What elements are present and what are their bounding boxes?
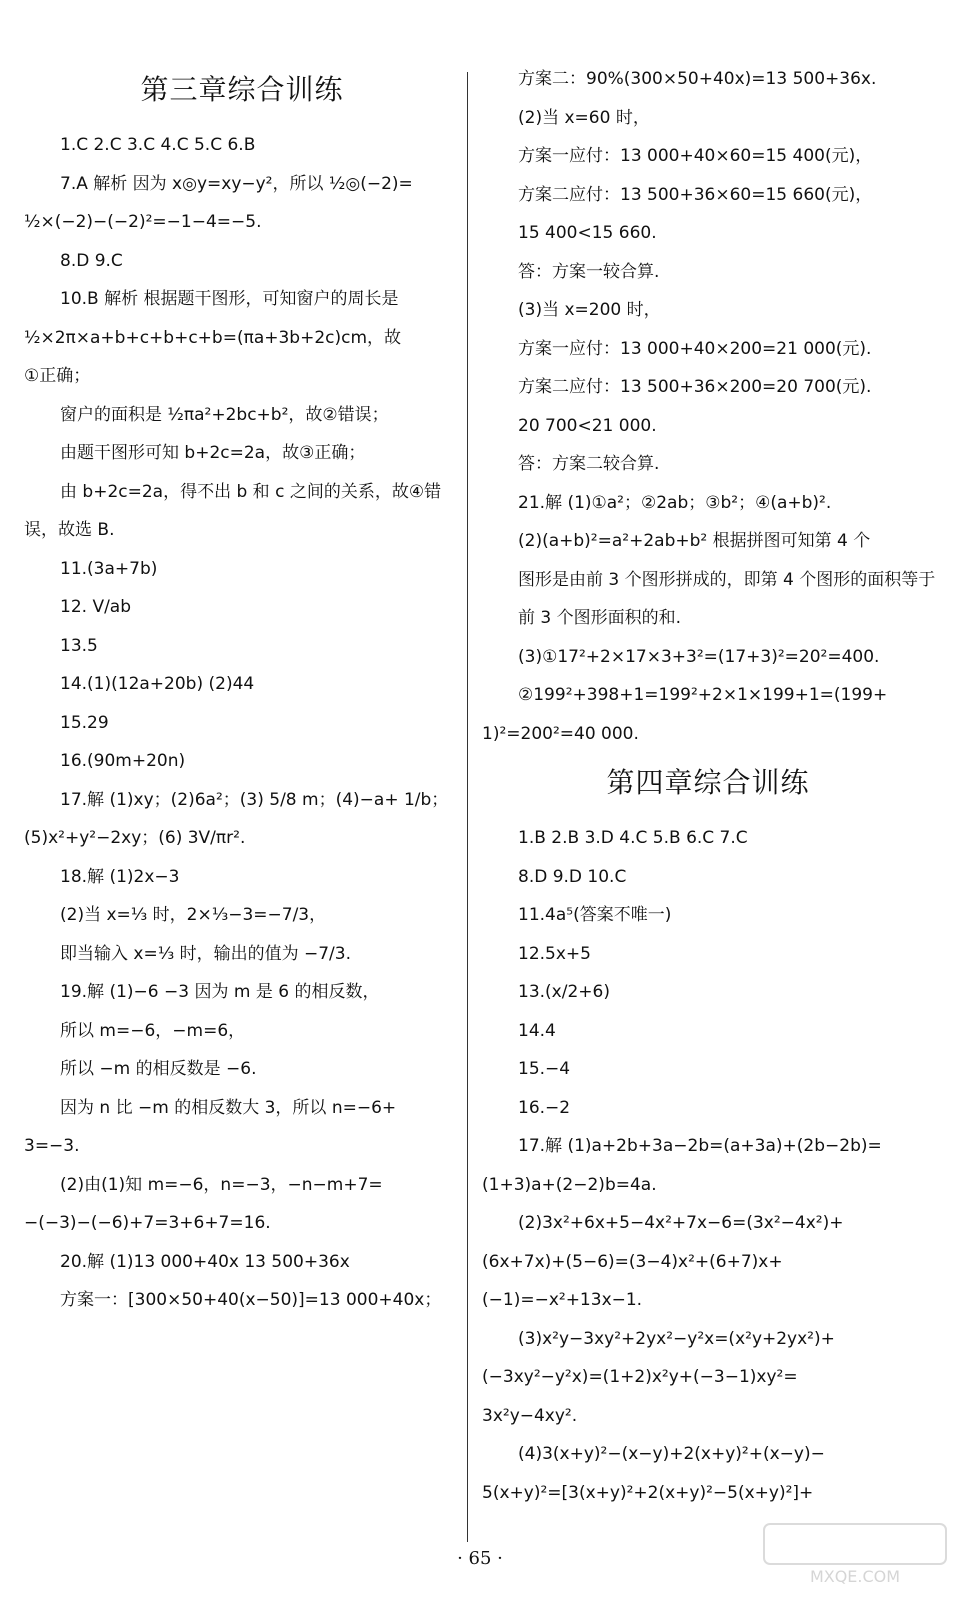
answer-line: 13.5 bbox=[60, 635, 98, 656]
answer-line: 1.B 2.B 3.D 4.C 5.B 6.C 7.C bbox=[518, 828, 748, 848]
answer-line: 前 3 个图形面积的和. bbox=[518, 608, 682, 628]
answer-line: 13.(x/2+6) bbox=[518, 982, 610, 1002]
answer-line: (4)3(x+y)²−(x−y)+2(x+y)²+(x−y)− bbox=[518, 1444, 825, 1464]
page-number: · 65 · bbox=[457, 1548, 503, 1569]
answer-line: ①正确； bbox=[24, 366, 91, 386]
answer-line: 16.−2 bbox=[518, 1097, 571, 1118]
answer-line: ½×(−2)−(−2)²=−1−4=−5. bbox=[24, 212, 262, 232]
answer-line: 15.29 bbox=[60, 712, 109, 733]
answer-line: 由题干图形可知 b+2c=2a，故③正确； bbox=[60, 443, 366, 463]
answer-line: 因为 n 比 −m 的相反数大 3，所以 n=−6+ bbox=[60, 1097, 397, 1118]
answer-line: (1+3)a+(2−2)b=4a. bbox=[482, 1174, 657, 1195]
answer-line: (6x+7x)+(5−6)=(3−4)x²+(6+7)x+ bbox=[482, 1251, 783, 1272]
answer-line: 方案一应付：13 000+40×200=21 000(元). bbox=[518, 338, 872, 359]
answer-line: 5(x+y)²=[3(x+y)²+2(x+y)²−5(x+y)²]+ bbox=[482, 1482, 814, 1503]
answer-line: ②199²+398+1=199²+2×1×199+1=(199+ bbox=[518, 685, 888, 705]
answer-line: 3=−3. bbox=[24, 1136, 80, 1156]
answer-line: 14.(1)(12a+20b) (2)44 bbox=[60, 674, 255, 694]
answer-line: 由 b+2c=2a，得不出 b 和 c 之间的关系，故④错 bbox=[60, 481, 442, 502]
answer-line: 17.解 (1)xy；(2)6a²；(3) 5/8 m；(4)−a+ 1/b； bbox=[60, 789, 449, 810]
answer-line: −(−3)−(−6)+7=3+6+7=16. bbox=[24, 1213, 271, 1233]
answer-line: 窗户的面积是 ½πa²+2bc+b²，故②错误； bbox=[60, 404, 389, 425]
answer-line: 20 700<21 000. bbox=[518, 415, 657, 436]
answer-line: (3)当 x=200 时， bbox=[518, 300, 661, 320]
answer-line: 误，故选 B. bbox=[24, 520, 115, 540]
right-answer-lines-bottom bbox=[482, 819, 934, 1512]
answer-line: 11.4a⁵(答案不唯一) bbox=[518, 905, 672, 925]
answer-line: (2)当 x=⅓ 时，2×⅓−3=−7/3， bbox=[60, 905, 327, 925]
right-column bbox=[482, 60, 934, 1512]
answer-line: 18.解 (1)2x−3 bbox=[60, 866, 180, 887]
answer-line: 12.5x+5 bbox=[518, 943, 591, 964]
watermark-logo bbox=[760, 1520, 950, 1590]
answer-line: 方案二应付：13 500+36×60=15 660(元)， bbox=[518, 184, 873, 205]
answer-line: (2)当 x=60 时， bbox=[518, 107, 650, 128]
answer-line: (2)(a+b)²=a²+2ab+b² 根据拼图可知第 4 个 bbox=[518, 531, 871, 551]
chapter4-heading: 第四章综合训练 bbox=[606, 766, 810, 799]
answer-line: 11.(3a+7b) bbox=[60, 558, 158, 579]
answer-line: 即当输入 x=⅓ 时，输出的值为 −7/3. bbox=[60, 943, 351, 964]
answer-line: 8.D 9.D 10.C bbox=[518, 866, 627, 887]
answer-line: ½×2π×a+b+c+b+c+b=(πa+3b+2c)cm，故 bbox=[24, 327, 402, 348]
answer-line: (5)x²+y²−2xy；(6) 3V/πr². bbox=[24, 828, 246, 848]
answer-line: (3)①17²+2×17×3+3²=(17+3)²=20²=400. bbox=[518, 646, 880, 667]
answer-line: 19.解 (1)−6 −3 因为 m 是 6 的相反数， bbox=[60, 982, 380, 1002]
answer-line: (2)由(1)知 m=−6，n=−3，−n−m+7= bbox=[60, 1174, 383, 1195]
left-column bbox=[24, 60, 460, 1320]
answer-line: 方案二：90%(300×50+40x)=13 500+36x. bbox=[518, 69, 877, 89]
answer-line: (3)x²y−3xy²+2yx²−y²x=(x²y+2yx²)+ bbox=[518, 1328, 835, 1349]
chapter3-heading: 第三章综合训练 bbox=[140, 73, 344, 106]
answer-line: 图形是由前 3 个图形拼成的，即第 4 个图形的面积等于 bbox=[518, 569, 936, 590]
answer-line: 方案二应付：13 500+36×200=20 700(元). bbox=[518, 377, 872, 397]
column-divider bbox=[467, 72, 468, 1542]
answer-line: 所以 −m 的相反数是 −6. bbox=[60, 1059, 257, 1079]
answer-line: 方案一应付：13 000+40×60=15 400(元)， bbox=[518, 146, 873, 166]
left-answer-lines bbox=[24, 126, 460, 1320]
answer-line: 方案一：[300×50+40(x−50)]=13 000+40x； bbox=[60, 1290, 442, 1310]
answer-line: 答：方案二较合算. bbox=[518, 454, 660, 474]
right-answer-lines-top bbox=[482, 60, 934, 753]
answer-line: 7.A 解析 因为 x◎y=xy−y²，所以 ½◎(−2)= bbox=[60, 173, 413, 194]
answer-line: 15 400<15 660. bbox=[518, 223, 657, 243]
watermark-text: MXQE.COM bbox=[809, 1567, 901, 1586]
answer-line: 1)²=200²=40 000. bbox=[482, 723, 639, 744]
answer-line: 10.B 解析 根据题干图形，可知窗户的周长是 bbox=[60, 289, 399, 309]
answer-line: 21.解 (1)①a²；②2ab；③b²；④(a+b)². bbox=[518, 492, 832, 513]
answer-line: 1.C 2.C 3.C 4.C 5.C 6.B bbox=[60, 135, 256, 155]
answer-line: 14.4 bbox=[518, 1020, 556, 1041]
answer-line: 12. V/ab bbox=[60, 597, 132, 617]
answer-line: (2)3x²+6x+5−4x²+7x−6=(3x²−4x²)+ bbox=[518, 1213, 844, 1233]
answer-line: 所以 m=−6，−m=6， bbox=[60, 1020, 246, 1041]
answer-line: 17.解 (1)a+2b+3a−2b=(a+3a)+(2b−2b)= bbox=[518, 1136, 882, 1156]
answer-line: 答：方案一较合算. bbox=[518, 261, 660, 282]
answer-line: 20.解 (1)13 000+40x 13 500+36x bbox=[60, 1251, 350, 1272]
answer-line: 15.−4 bbox=[518, 1059, 571, 1079]
answer-line: (−1)=−x²+13x−1. bbox=[482, 1290, 643, 1310]
answer-line: (−3xy²−y²x)=(1+2)x²y+(−3−1)xy²= bbox=[482, 1367, 798, 1387]
answer-line: 3x²y−4xy². bbox=[482, 1405, 578, 1426]
answer-line: 16.(90m+20n) bbox=[60, 751, 186, 771]
answer-line: 8.D 9.C bbox=[60, 250, 123, 271]
